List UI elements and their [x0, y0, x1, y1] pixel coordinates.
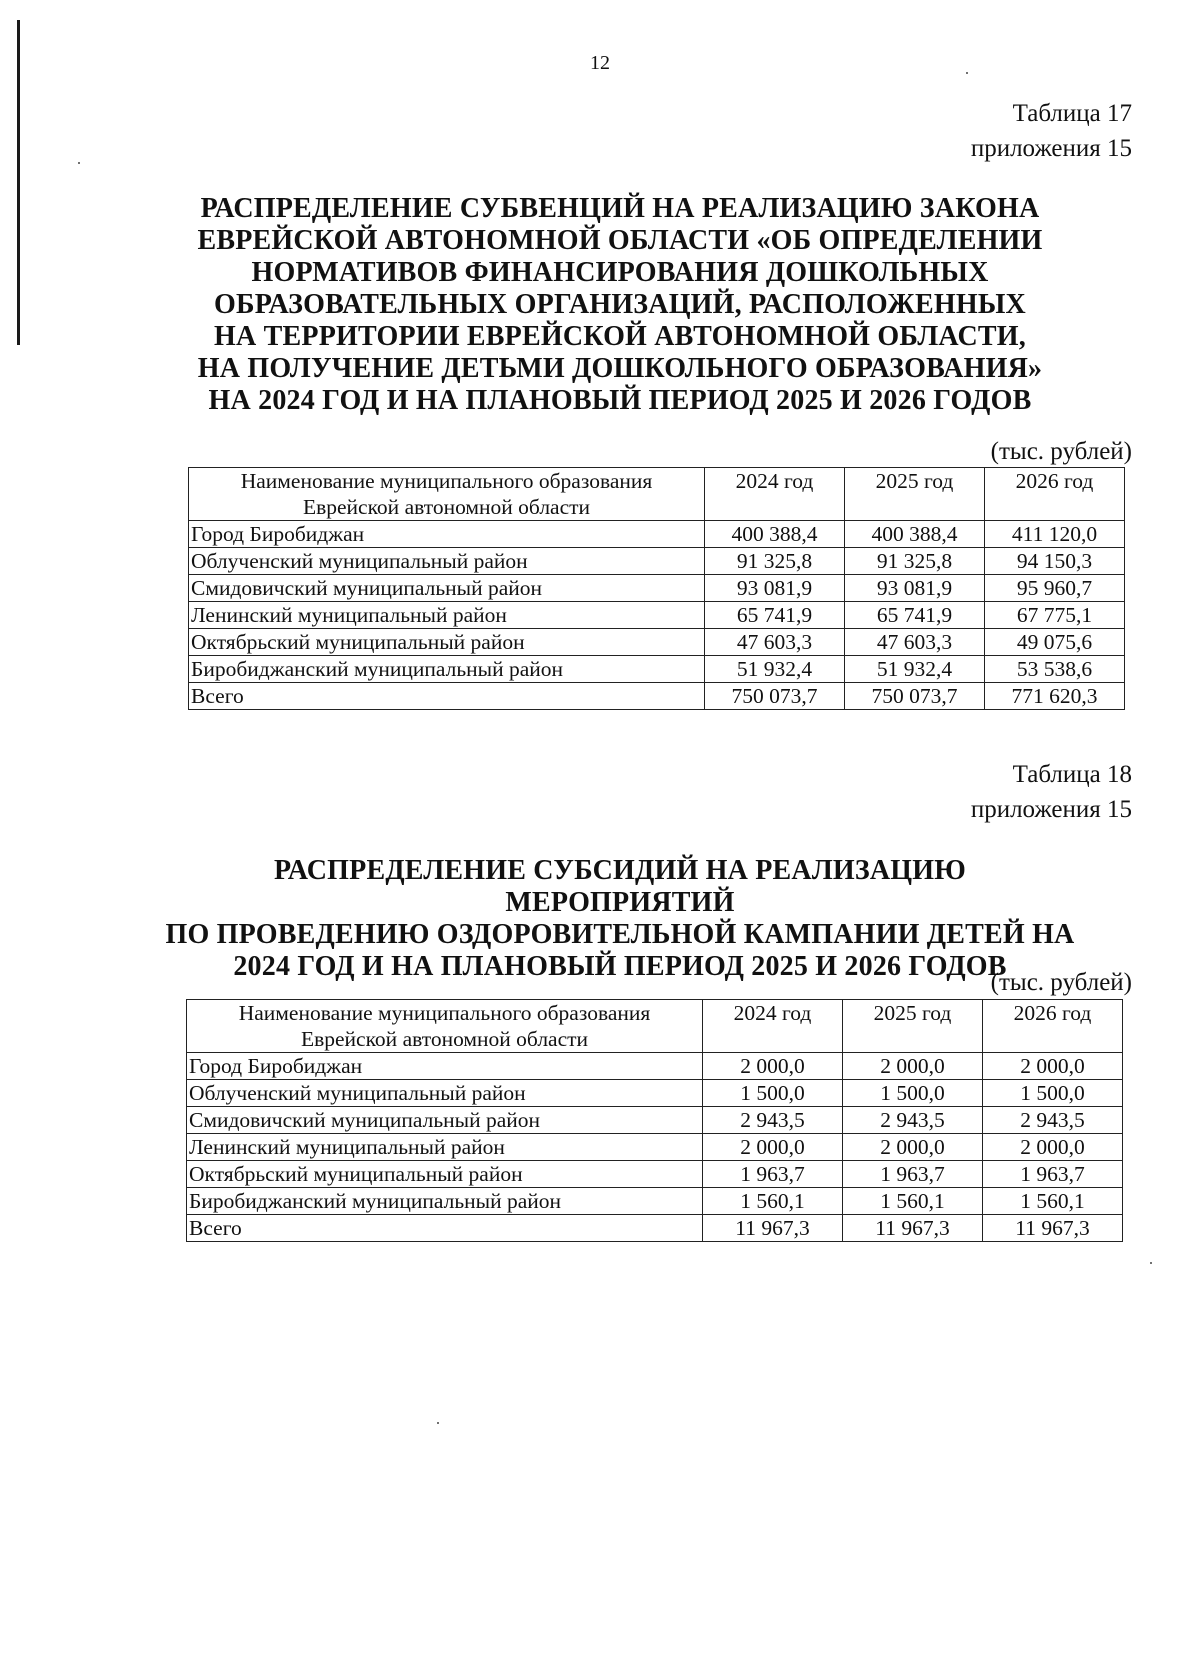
- cell-2024: 2 000,0: [703, 1134, 843, 1161]
- column-header-2025: 2025 год: [843, 1000, 983, 1053]
- table-row: [187, 1053, 1123, 1080]
- table18: [186, 999, 1123, 1242]
- table-row: [189, 575, 1125, 602]
- column-header-name: [189, 468, 705, 521]
- cell-municipality: Всего: [189, 683, 705, 710]
- cell-2026: 49 075,6: [985, 629, 1125, 656]
- cell-2024: 750 073,7: [705, 683, 845, 710]
- table-row: [189, 656, 1125, 683]
- cell-2025: 93 081,9: [845, 575, 985, 602]
- title-line: ЕВРЕЙСКОЙ АВТОНОМНОЙ ОБЛАСТИ «ОБ ОПРЕДЕЛЕНИИ: [197, 225, 1043, 256]
- cell-2026: 771 620,3: [985, 683, 1125, 710]
- cell-municipality: Смидовичский муниципальный район: [187, 1107, 703, 1134]
- cell-2024: 2 000,0: [703, 1053, 843, 1080]
- cell-municipality: Облученский муниципальный район: [189, 548, 705, 575]
- cell-municipality: Город Биробиджан: [187, 1053, 703, 1080]
- cell-2026: 94 150,3: [985, 548, 1125, 575]
- cell-2026: 411 120,0: [985, 521, 1125, 548]
- cell-2026: 2 000,0: [983, 1053, 1123, 1080]
- cell-2026: 53 538,6: [985, 656, 1125, 683]
- column-header-2026: 2026 год: [985, 468, 1125, 521]
- cell-2024: 1 560,1: [703, 1188, 843, 1215]
- column-header-2024: 2024 год: [703, 1000, 843, 1053]
- cell-2026: 95 960,7: [985, 575, 1125, 602]
- table-row: [187, 1107, 1123, 1134]
- title-line: ПО ПРОВЕДЕНИЮ ОЗДОРОВИТЕЛЬНОЙ КАМПАНИИ ДЕТЕЙ НА: [165, 919, 1075, 950]
- cell-municipality: Октябрьский муниципальный район: [187, 1161, 703, 1188]
- cell-municipality: Облученский муниципальный район: [187, 1080, 703, 1107]
- cell-municipality: Октябрьский муниципальный район: [189, 629, 705, 656]
- cell-municipality: Всего: [187, 1215, 703, 1242]
- title-line: 2024 ГОД И НА ПЛАНОВЫЙ ПЕРИОД 2025 И 2026 ГОДОВ: [233, 951, 1007, 982]
- table18-units: (тыс. рублей): [990, 969, 1132, 996]
- title-line: РАСПРЕДЕЛЕНИЕ СУБСИДИЙ НА РЕАЛИЗАЦИЮ МЕРОПРИЯТИЙ: [274, 855, 966, 918]
- cell-2024: 11 967,3: [703, 1215, 843, 1242]
- table-row: [187, 1080, 1123, 1107]
- title-line: НА ТЕРРИТОРИИ ЕВРЕЙСКОЙ АВТОНОМНОЙ ОБЛАСТИ,: [214, 321, 1026, 352]
- table17-units: (тыс. рублей): [990, 438, 1132, 465]
- table17: [188, 467, 1125, 710]
- table17-reference: [971, 96, 1132, 166]
- table17-ref-number: Таблица 17: [1012, 100, 1132, 127]
- cell-2024: 1 963,7: [703, 1161, 843, 1188]
- cell-2026: 11 967,3: [983, 1215, 1123, 1242]
- cell-municipality: Биробиджанский муниципальный район: [187, 1188, 703, 1215]
- table-row: [189, 521, 1125, 548]
- table-row: [187, 1188, 1123, 1215]
- cell-municipality: Ленинский муниципальный район: [187, 1134, 703, 1161]
- title-line: НА ПОЛУЧЕНИЕ ДЕТЬМИ ДОШКОЛЬНОГО ОБРАЗОВАНИЯ»: [197, 353, 1043, 384]
- cell-2024: 47 603,3: [705, 629, 845, 656]
- scan-speck: [78, 162, 80, 164]
- cell-2025: 2 943,5: [843, 1107, 983, 1134]
- title-line: НА 2024 ГОД И НА ПЛАНОВЫЙ ПЕРИОД 2025 И 2026 ГОДОВ: [208, 385, 1032, 416]
- table-total-row: [187, 1215, 1123, 1242]
- cell-2024: 400 388,4: [705, 521, 845, 548]
- table-header-row: [187, 1000, 1123, 1053]
- column-header-2025: 2025 год: [845, 468, 985, 521]
- cell-2025: 2 000,0: [843, 1053, 983, 1080]
- cell-2024: 51 932,4: [705, 656, 845, 683]
- cell-2026: 1 560,1: [983, 1188, 1123, 1215]
- cell-2025: 65 741,9: [845, 602, 985, 629]
- table-row: [187, 1161, 1123, 1188]
- cell-2024: 91 325,8: [705, 548, 845, 575]
- table-row: [189, 602, 1125, 629]
- table-header-row: [189, 468, 1125, 521]
- table18-ref-number: Таблица 18: [1012, 761, 1132, 788]
- cell-2025: 2 000,0: [843, 1134, 983, 1161]
- cell-2025: 1 560,1: [843, 1188, 983, 1215]
- cell-2025: 400 388,4: [845, 521, 985, 548]
- table18-reference: [971, 757, 1132, 827]
- column-header-name: [187, 1000, 703, 1053]
- column-header-2026: 2026 год: [983, 1000, 1123, 1053]
- cell-2026: 2 000,0: [983, 1134, 1123, 1161]
- table17-ref-appendix: приложения 15: [970, 135, 1132, 162]
- page-number: 12: [590, 52, 610, 74]
- cell-2025: 1 963,7: [843, 1161, 983, 1188]
- cell-2026: 1 500,0: [983, 1080, 1123, 1107]
- header-name-line: Еврейской автономной области: [300, 1027, 589, 1051]
- header-name-line: Наименование муниципального образования: [240, 469, 653, 493]
- cell-2025: 91 325,8: [845, 548, 985, 575]
- table-total-row: [189, 683, 1125, 710]
- table18-ref-appendix: приложения 15: [970, 796, 1132, 823]
- cell-municipality: Смидовичский муниципальный район: [189, 575, 705, 602]
- table17-title: [160, 193, 1080, 417]
- cell-2025: 750 073,7: [845, 683, 985, 710]
- cell-2025: 1 500,0: [843, 1080, 983, 1107]
- cell-2025: 51 932,4: [845, 656, 985, 683]
- cell-municipality: Ленинский муниципальный район: [189, 602, 705, 629]
- cell-municipality: Биробиджанский муниципальный район: [189, 656, 705, 683]
- scan-speck: [437, 1422, 439, 1424]
- table-row: [189, 629, 1125, 656]
- cell-2024: 65 741,9: [705, 602, 845, 629]
- cell-2026: 67 775,1: [985, 602, 1125, 629]
- cell-2025: 11 967,3: [843, 1215, 983, 1242]
- cell-2026: 1 963,7: [983, 1161, 1123, 1188]
- header-name-line: Еврейской автономной области: [302, 495, 591, 519]
- cell-2024: 1 500,0: [703, 1080, 843, 1107]
- table-row: [187, 1134, 1123, 1161]
- title-line: НОРМАТИВОВ ФИНАНСИРОВАНИЯ ДОШКОЛЬНЫХ: [251, 257, 989, 288]
- cell-2024: 93 081,9: [705, 575, 845, 602]
- cell-municipality: Город Биробиджан: [189, 521, 705, 548]
- table18-title: [160, 855, 1080, 983]
- cell-2025: 47 603,3: [845, 629, 985, 656]
- column-header-2024: 2024 год: [705, 468, 845, 521]
- title-line: РАСПРЕДЕЛЕНИЕ СУБВЕНЦИЙ НА РЕАЛИЗАЦИЮ ЗАКОНА: [200, 193, 1040, 224]
- title-line: ОБРАЗОВАТЕЛЬНЫХ ОРГАНИЗАЦИЙ, РАСПОЛОЖЕННЫХ: [214, 289, 1026, 320]
- table-row: [189, 548, 1125, 575]
- scan-speck: [1150, 1262, 1152, 1264]
- cell-2026: 2 943,5: [983, 1107, 1123, 1134]
- header-name-line: Наименование муниципального образования: [238, 1001, 651, 1025]
- cell-2024: 2 943,5: [703, 1107, 843, 1134]
